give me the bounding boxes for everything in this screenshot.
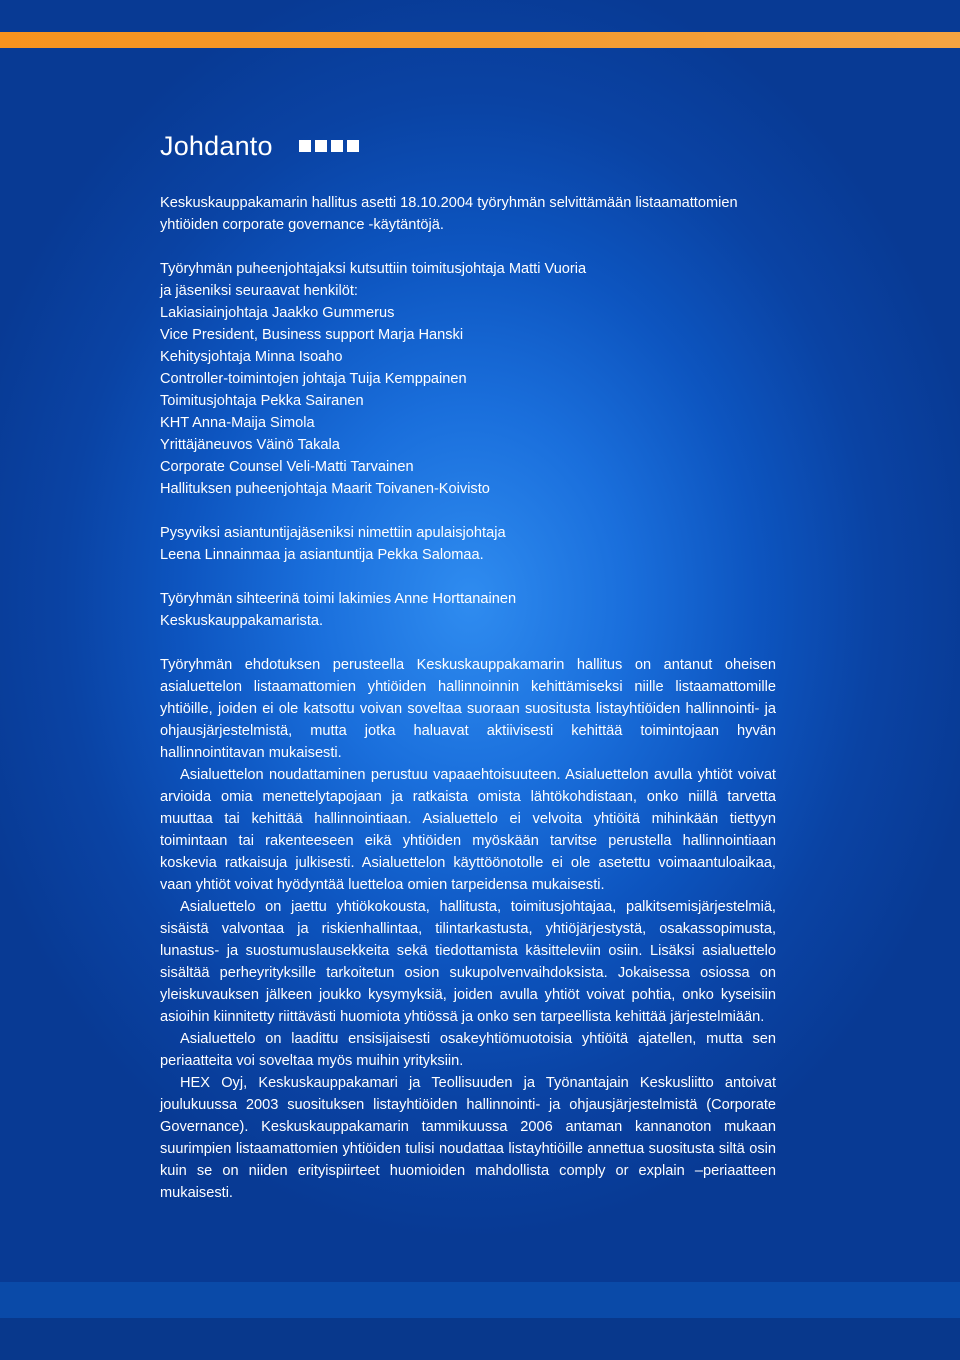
experts-paragraph: [160, 522, 776, 566]
body-paragraph: Työryhmän ehdotuksen perusteella Keskuskauppakamarin hallitus on antanut oheisen asialuettelon listaamattomien yhtiöiden hallinnoinnin kehittämiseksi niille listaamattomille yhtiöille, joiden ei ole katsottu voivan soveltaa suoraan suositusta listayhtiöiden hallinnointi- ja ohjausjärjestelmistä, mutta jotka haluavat aktiivisesti kehittää toimintojaan hyvän hallinnointitavan mukaisesti.: [160, 657, 776, 761]
body-paragraph: HEX Oyj, Keskuskauppakamari ja Teollisuuden ja Työnantajain Keskusliitto antoivat joulukuussa 2003 suosituksen listayhtiöiden hallinnointi- ja ohjausjärjestelmistä (Corporate Governance). Keskuskauppakamarin tammikuussa 2006 antaman kannanoton mukaan suurimpien listaamattomien yhtiöiden tulisi noudattaa listayhtiöille annettua suositusta siltä osin kuin se on niiden erityispiirteet huomioiden mahdollista comply or explain –periaatteen mukaisesti.: [160, 1075, 776, 1201]
member-line: Vice President, Business support Marja Hanski: [160, 327, 464, 343]
bottom-base: [0, 1318, 960, 1360]
decorative-squares: [299, 140, 359, 152]
bottom-band: [0, 1282, 960, 1318]
member-line: Controller-toimintojen johtaja Tuija Kemppainen: [160, 371, 467, 387]
square-icon: [315, 140, 327, 152]
square-icon: [347, 140, 359, 152]
body-text: [160, 654, 776, 1204]
member-line: Hallituksen puheenjohtaja Maarit Toivanen-Koivisto: [160, 481, 490, 497]
top-orange-stripe: [0, 32, 960, 48]
page-title: Johdanto: [160, 131, 273, 161]
member-line: KHT Anna-Maija Simola: [160, 415, 315, 431]
secretary-line: Työryhmän sihteerinä toimi lakimies Anne Horttanainen: [160, 591, 517, 607]
member-line: Yrittäjäneuvos Väinö Takala: [160, 437, 340, 453]
member-line: Lakiasiainjohtaja Jaakko Gummerus: [160, 305, 395, 321]
body-paragraph: Asialuettelo on laadittu ensisijaisesti osakeyhtiömuotoisia yhtiöitä ajatellen, mutta sen periaatteita voi soveltaa myös muihin yrityksiin.: [160, 1031, 776, 1069]
secretary-paragraph: [160, 588, 776, 632]
square-icon: [331, 140, 343, 152]
secretary-line: Keskuskauppakamarista.: [160, 613, 324, 629]
body-paragraph: Asialuettelon noudattaminen perustuu vapaaehtoisuuteen. Asialuettelon avulla yhtiöt voivat arvioida omia menettelytapojaan ja ratkaista omista lähtökohdistaan, onko niillä tarvetta muuttaa tai kehittää hallinnointiaan. Asialuettelo ei velvoita yhtiöitä mihinkään tiettyyn toimintaan tai rakenteeseen eikä yhtiöiden myöskään tarvitse perustella hallinnointiaan koskevia ratkaisuja julkisesti. Asialuettelon käyttöönotolle ei ole asetettu voimaantuloaikaa, vaan yhtiöt voivat hyödyntää luetteloa omien tarpeidensa mukaisesti.: [160, 767, 776, 893]
document-content: [160, 126, 776, 1204]
heading-row: [160, 126, 776, 166]
body-paragraph: Asialuettelo on jaettu yhtiökokousta, hallitusta, toimitusjohtajaa, palkitsemisjärjestelmiä, sisäistä valvontaa ja riskienhallintaa, tilintarkastusta, yhtiöjärjestystä, osakassopimusta, lunastus- ja suostumuslausekkeita sekä tiedottamista käsitteleviin osiin. Lisäksi asialuettelo sisältää perheyrityksille tarkoitetun osion sukupolvenvaihdoksista. Jokaisessa osiossa on yleiskuvauksen jälkeen joukko kysymyksiä, joiden avulla yhtiöt voivat pohtia, onko kyseisiin asioihin kiinnitetty riittävästi huomiota yhtiössä ja onko sen tarpeellista kehittää järjestelmiään.: [160, 899, 776, 1025]
member-line: Kehitysjohtaja Minna Isoaho: [160, 349, 343, 365]
member-line: ja jäseniksi seuraavat henkilöt:: [160, 283, 358, 299]
member-line: Työryhmän puheenjohtajaksi kutsuttiin toimitusjohtaja Matti Vuoria: [160, 261, 587, 277]
experts-line: Leena Linnainmaa ja asiantuntija Pekka Salomaa.: [160, 547, 484, 563]
intro-paragraph: Keskuskauppakamarin hallitus asetti 18.10.2004 työryhmän selvittämään listaamattomien yhtiöiden corporate governance -käytäntöjä.: [160, 195, 738, 233]
working-group-members: [160, 258, 776, 500]
member-line: Toimitusjohtaja Pekka Sairanen: [160, 393, 364, 409]
experts-line: Pysyviksi asiantuntijajäseniksi nimettiin apulaisjohtaja: [160, 525, 506, 541]
member-line: Corporate Counsel Veli-Matti Tarvainen: [160, 459, 414, 475]
square-icon: [299, 140, 311, 152]
